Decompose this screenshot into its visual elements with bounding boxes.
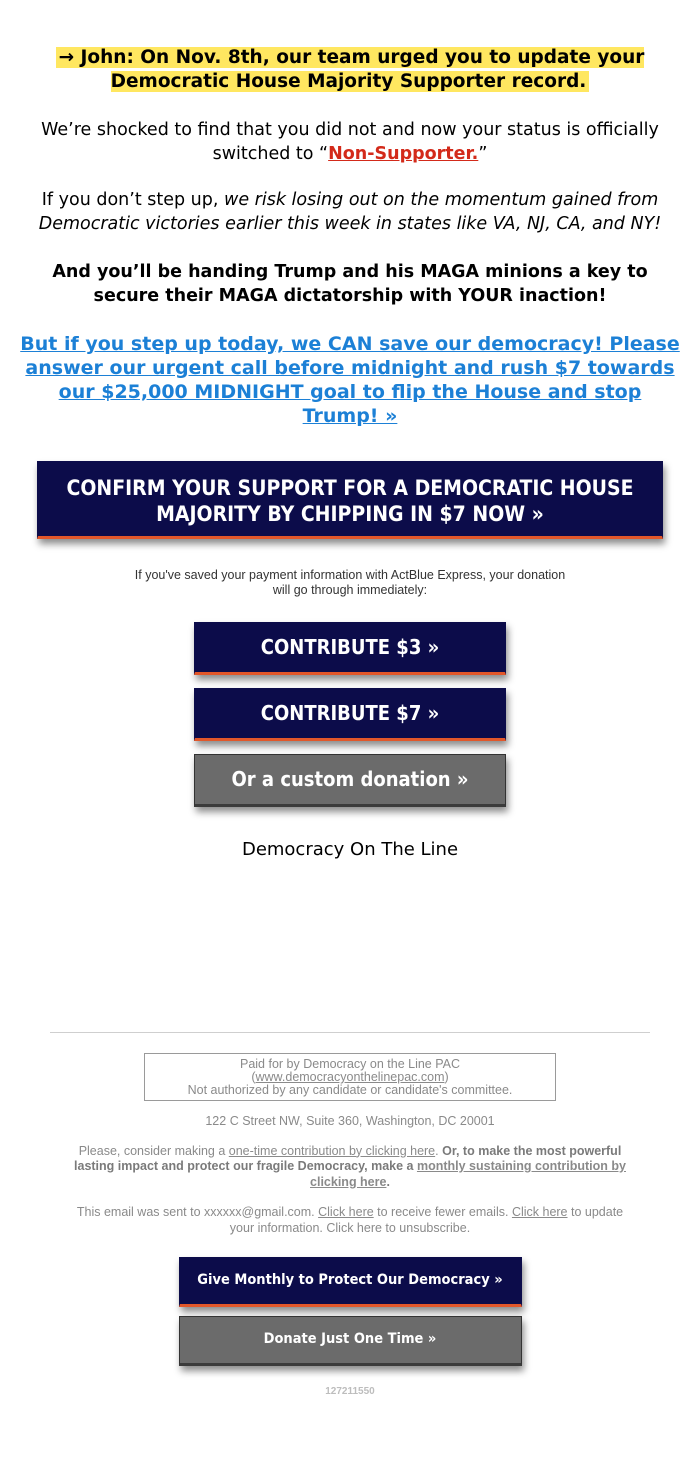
mailing-address: 122 C Street NW, Suite 360, Washington, DC 20001 — [205, 1114, 495, 1128]
email-preferences-text — [65, 1205, 635, 1236]
headline — [20, 46, 680, 94]
consider-separator: . — [435, 1143, 443, 1158]
consider-end: . — [386, 1174, 390, 1189]
pac-website-link[interactable]: www.democracyonthelinepac.com — [255, 1070, 445, 1084]
status-intro: We’re shocked to find that you did not and now your status is officially switched to “ — [41, 120, 659, 164]
org-name: Democracy On The Line — [241, 839, 459, 860]
status-quote-close: ” — [478, 144, 488, 164]
monthly-contribution-link[interactable]: monthly sustaining contribution by clicking here — [310, 1159, 626, 1189]
fewer-emails-text: to receive fewer emails. — [373, 1205, 512, 1219]
highlighted-headline: → John: On Nov. 8th, our team urged you to update your Democratic House Majority Supporter record. — [56, 47, 645, 92]
inaction-paragraph: And you’ll be handing Trump and his MAGA minions a key to secure their MAGA dictatorship with YOUR inaction! — [52, 262, 648, 306]
fewer-emails-link[interactable]: Click here — [318, 1205, 374, 1219]
one-time-contribution-link[interactable]: one-time contribution by clicking here — [228, 1143, 436, 1158]
update-info-text: to update your information. Click here to unsubscribe. — [229, 1205, 624, 1235]
paren-close: ) — [444, 1070, 449, 1084]
email-id: 127211550 — [325, 1386, 375, 1397]
email-content — [20, 46, 680, 1397]
contribution-options-text — [70, 1144, 630, 1191]
status-label: Non-Supporter. — [328, 144, 479, 164]
give-monthly-button[interactable]: Give Monthly to Protect Our Democracy » — [179, 1257, 522, 1307]
paren-open: ( — [251, 1070, 256, 1084]
contribute-3-button[interactable]: CONTRIBUTE $3 » — [194, 622, 506, 675]
momentum-paragraph — [20, 188, 680, 236]
actblue-note: If you've saved your payment information with ActBlue Express, your donation will go through immediately: — [134, 568, 566, 597]
custom-donation-button[interactable]: Or a custom donation » — [194, 754, 506, 807]
urgent-call-paragraph — [20, 332, 680, 428]
status-paragraph — [20, 118, 680, 166]
paid-for-line: Paid for by Democracy on the Line PAC — [239, 1057, 460, 1071]
update-info-link[interactable]: Click here — [511, 1205, 568, 1219]
footer-divider — [50, 1032, 650, 1033]
consider-text: Please, consider making a — [78, 1143, 229, 1158]
momentum-italic: we risk losing out on the momentum gained from Democratic victories earlier this week in states like VA, NJ, CA, and NY! — [38, 190, 662, 234]
sent-to-text: This email was sent to xxxxxx@gmail.com. — [76, 1205, 319, 1219]
urgent-call-link[interactable]: But if you step up today, we CAN save our democracy! Please answer our urgent call before midnight and rush $7 towards our $25,000 MIDNIGHT goal to flip the House and stop Trump! » — [20, 333, 680, 427]
momentum-plain: If you don’t step up, — [41, 190, 224, 210]
donate-one-time-button[interactable]: Donate Just One Time » — [179, 1316, 522, 1366]
paid-for-disclaimer — [144, 1053, 556, 1101]
consider-bold-text: Or, to make the most powerful lasting impact and protect our fragile Democracy, make a — [74, 1143, 622, 1173]
confirm-support-button[interactable]: CONFIRM YOUR SUPPORT FOR A DEMOCRATIC HOUSE MAJORITY BY CHIPPING IN $7 NOW » — [37, 461, 663, 539]
contribute-7-button[interactable]: CONTRIBUTE $7 » — [194, 688, 506, 741]
not-authorized-line: Not authorized by any candidate or candidate's committee. — [187, 1083, 513, 1097]
